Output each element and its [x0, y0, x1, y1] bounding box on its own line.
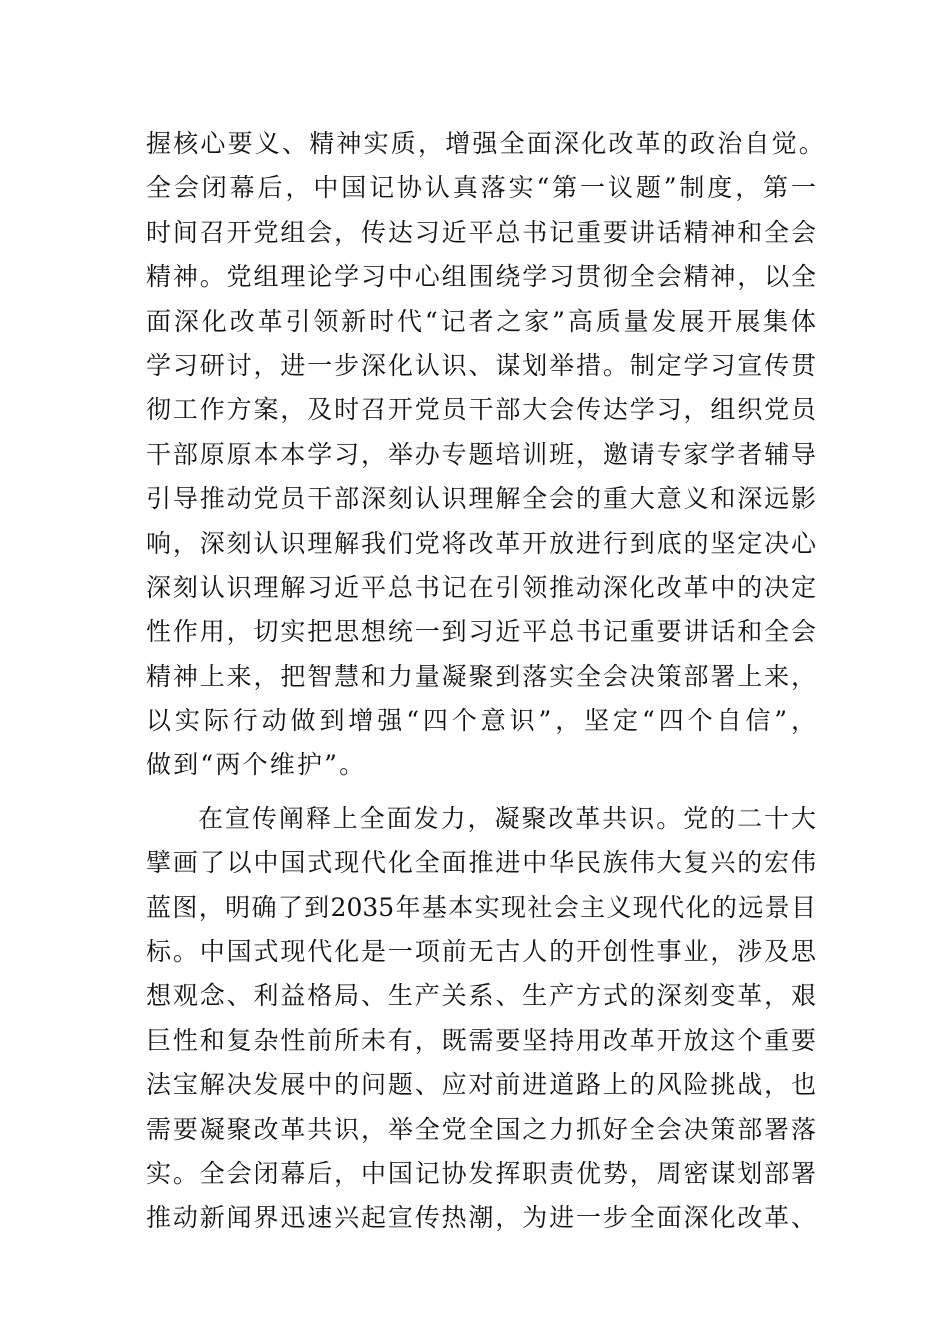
document-body	[146, 122, 827, 1241]
paragraph-2-line: 巨性和复杂性前所未有，既需要坚持用改革开放这个重要	[146, 1025, 816, 1055]
paragraph-1-line: 引导推动党员干部深刻认识理解全会的重大意义和深远影	[146, 484, 816, 514]
paragraph-1-line: 面深化改革引领新时代“记者之家”高质量发展开展集体	[146, 306, 816, 336]
paragraph-1-line: 深刻认识理解习近平总书记在引领推动深化改革中的决定	[146, 572, 816, 602]
paragraph-2-line: 法宝解决发展中的问题、应对前进道路上的风险挑战，也	[146, 1070, 816, 1100]
paragraph-2-line: 需要凝聚改革共识，举全党全国之力抓好全会决策部署落	[146, 1114, 816, 1144]
paragraph-1-line: 握核心要义、精神实质，增强全面深化改革的政治自觉。	[146, 129, 827, 158]
paragraph-2-line: 实。全会闭幕后，中国记协发挥职责优势，周密谋划部署	[146, 1158, 816, 1188]
paragraph-1-line: 性作用，切实把思想统一到习近平总书记重要讲话和全会	[146, 617, 816, 647]
paragraph-1-line: 以实际行动做到增强“四个意识”，坚定“四个自信”，	[146, 706, 816, 736]
paragraph-2	[146, 797, 816, 1241]
paragraph-1-line: 时间召开党组会，传达习近平总书记重要讲话精神和全会	[146, 217, 816, 247]
paragraph-1	[146, 122, 827, 788]
paragraph-1-line: 响，深刻认识理解我们党将改革开放进行到底的坚定决心	[146, 528, 816, 558]
paragraph-1-line: 干部原原本本学习，举办专题培训班，邀请专家学者辅导	[146, 439, 816, 469]
paragraph-1-line: 学习研讨，进一步深化认识、谋划举措。制定学习宣传贯	[146, 350, 816, 380]
paragraph-1-line: 做到“两个维护”。	[146, 750, 367, 780]
paragraph-2-line: 想观念、利益格局、生产关系、生产方式的深刻变革，艰	[146, 981, 816, 1011]
paragraph-2-line: 蓝图，明确了到2035年基本实现社会主义现代化的远景目	[146, 892, 816, 922]
paragraph-1-line: 彻工作方案，及时召开党员干部大会传达学习，组织党员	[146, 395, 816, 425]
paragraph-1-line: 精神。党组理论学习中心组围绕学习贯彻全会精神，以全	[146, 262, 816, 292]
paragraph-spacing	[146, 788, 816, 797]
paragraph-2-line: 标。中国式现代化是一项前无古人的开创性事业，涉及思	[146, 937, 816, 967]
paragraph-1-line: 全会闭幕后，中国记协认真落实“第一议题”制度，第一	[146, 173, 816, 203]
paragraph-1-line: 精神上来，把智慧和力量凝聚到落实全会决策部署上来，	[146, 661, 816, 691]
paragraph-2-line: 擘画了以中国式现代化全面推进中华民族伟大复兴的宏伟	[146, 848, 816, 878]
paragraph-2-line: 在宣传阐释上全面发力，凝聚改革共识。党的二十大	[198, 803, 816, 833]
paragraph-2-line: 推动新闻界迅速兴起宣传热潮，为进一步全面深化改革、	[146, 1203, 816, 1233]
